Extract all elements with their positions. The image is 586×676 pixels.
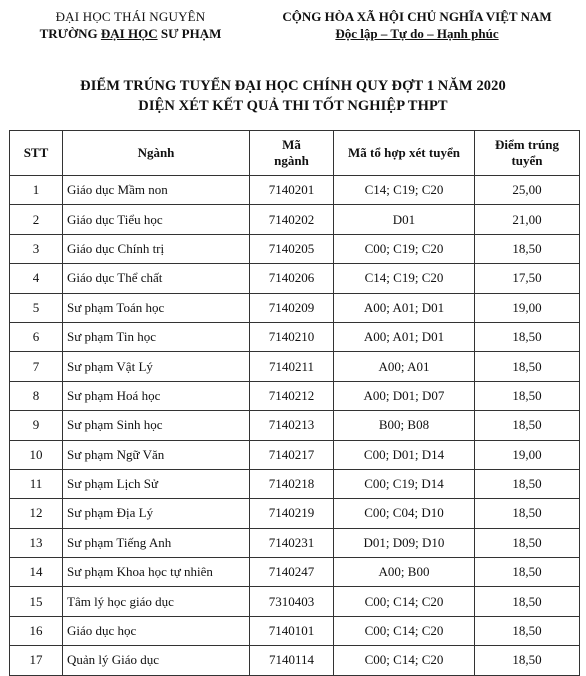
row-nganh: Sư phạm Lịch Sử [63, 469, 250, 498]
row-to-hop: A00; A01 [334, 352, 475, 381]
row-stt: 3 [10, 234, 63, 263]
school-name-part2: ĐẠI HỌC [100, 26, 158, 41]
row-nganh: Sư phạm Sinh học [63, 411, 250, 440]
table-row [10, 411, 580, 440]
header-diem-line1: Điểm trúng [495, 137, 559, 152]
row-diem: 19,00 [475, 440, 580, 469]
header-diem-line2: tuyển [511, 153, 543, 168]
table-row [10, 205, 580, 234]
row-nganh: Sư phạm Tiếng Anh [63, 528, 250, 557]
row-ma-nganh: 7140205 [250, 234, 334, 263]
table-row [10, 322, 580, 351]
header-nganh: Ngành [63, 131, 250, 176]
row-stt: 17 [10, 646, 63, 675]
row-diem: 18,50 [475, 469, 580, 498]
header-ma-nganh-line2: ngành [274, 153, 309, 168]
header-ma-nganh-line1: Mã [282, 137, 301, 152]
row-ma-nganh: 7140219 [250, 499, 334, 528]
row-nganh: Tâm lý học giáo dục [63, 587, 250, 616]
row-to-hop: B00; B08 [334, 411, 475, 440]
row-diem: 25,00 [475, 176, 580, 205]
table-row [10, 440, 580, 469]
national-header [258, 8, 576, 42]
row-nganh: Sư phạm Hoá học [63, 381, 250, 410]
header-to-hop: Mã tổ hợp xét tuyển [334, 131, 475, 176]
row-stt: 6 [10, 322, 63, 351]
row-nganh: Giáo dục Mầm non [63, 176, 250, 205]
row-to-hop: C00; C19; D14 [334, 469, 475, 498]
row-stt: 11 [10, 469, 63, 498]
row-ma-nganh: 7140202 [250, 205, 334, 234]
table-row [10, 616, 580, 645]
title-line-2: DIỆN XÉT KẾT QUẢ THI TỐT NGHIỆP THPT [138, 98, 448, 114]
admission-scores-table [9, 130, 580, 676]
row-stt: 8 [10, 381, 63, 410]
title-line-1: ĐIỂM TRÚNG TUYỂN ĐẠI HỌC CHÍNH QUY ĐỢT 1 NĂM 2020 [80, 78, 506, 94]
table-row [10, 176, 580, 205]
table-row [10, 293, 580, 322]
table-row [10, 587, 580, 616]
row-ma-nganh: 7140231 [250, 528, 334, 557]
row-stt: 13 [10, 528, 63, 557]
row-diem: 18,50 [475, 587, 580, 616]
table-header [10, 131, 580, 176]
row-ma-nganh: 7140217 [250, 440, 334, 469]
row-to-hop: C14; C19; C20 [334, 264, 475, 293]
row-stt: 16 [10, 616, 63, 645]
row-to-hop: D01; D09; D10 [334, 528, 475, 557]
table-row [10, 558, 580, 587]
row-stt: 4 [10, 264, 63, 293]
school-name [8, 25, 253, 42]
row-nganh: Sư phạm Ngữ Văn [63, 440, 250, 469]
row-stt: 12 [10, 499, 63, 528]
country-name: CỘNG HÒA XÃ HỘI CHỦ NGHĨA VIỆT NAM [282, 9, 552, 24]
header-diem [475, 131, 580, 176]
header-row [10, 131, 580, 176]
document-title [0, 76, 586, 116]
school-name-part1: TRƯỜNG [39, 26, 101, 41]
row-nganh: Quản lý Giáo dục [63, 646, 250, 675]
row-ma-nganh: 7140206 [250, 264, 334, 293]
table-row [10, 646, 580, 675]
row-ma-nganh: 7310403 [250, 587, 334, 616]
row-diem: 19,00 [475, 293, 580, 322]
table-row [10, 381, 580, 410]
row-ma-nganh: 7140101 [250, 616, 334, 645]
institution-header [8, 8, 253, 42]
row-diem: 21,00 [475, 205, 580, 234]
row-ma-nganh: 7140213 [250, 411, 334, 440]
header-ma-nganh [250, 131, 334, 176]
row-diem: 18,50 [475, 646, 580, 675]
row-diem: 17,50 [475, 264, 580, 293]
row-diem: 18,50 [475, 381, 580, 410]
row-ma-nganh: 7140212 [250, 381, 334, 410]
row-stt: 7 [10, 352, 63, 381]
row-stt: 10 [10, 440, 63, 469]
row-to-hop: C00; C04; D10 [334, 499, 475, 528]
table-body [10, 176, 580, 676]
row-diem: 18,50 [475, 322, 580, 351]
table-row [10, 499, 580, 528]
school-name-part3: SƯ PHẠM [157, 26, 222, 41]
row-nganh: Sư phạm Vật Lý [63, 352, 250, 381]
table-row [10, 264, 580, 293]
row-diem: 18,50 [475, 411, 580, 440]
row-ma-nganh: 7140209 [250, 293, 334, 322]
row-stt: 2 [10, 205, 63, 234]
row-stt: 1 [10, 176, 63, 205]
row-diem: 18,50 [475, 616, 580, 645]
table-row [10, 469, 580, 498]
row-stt: 15 [10, 587, 63, 616]
row-nganh: Giáo dục Tiểu học [63, 205, 250, 234]
row-to-hop: A00; A01; D01 [334, 322, 475, 351]
row-to-hop: C00; C19; C20 [334, 234, 475, 263]
row-to-hop: A00; A01; D01 [334, 293, 475, 322]
row-to-hop: C00; C14; C20 [334, 646, 475, 675]
row-diem: 18,50 [475, 558, 580, 587]
row-stt: 9 [10, 411, 63, 440]
row-to-hop: C00; D01; D14 [334, 440, 475, 469]
row-to-hop: C14; C19; C20 [334, 176, 475, 205]
row-stt: 14 [10, 558, 63, 587]
row-nganh: Sư phạm Tin học [63, 322, 250, 351]
row-to-hop: A00; B00 [334, 558, 475, 587]
row-diem: 18,50 [475, 234, 580, 263]
row-ma-nganh: 7140247 [250, 558, 334, 587]
row-to-hop: C00; C14; C20 [334, 616, 475, 645]
table-row [10, 352, 580, 381]
row-ma-nganh: 7140218 [250, 469, 334, 498]
row-nganh: Sư phạm Toán học [63, 293, 250, 322]
row-ma-nganh: 7140211 [250, 352, 334, 381]
row-nganh: Sư phạm Khoa học tự nhiên [63, 558, 250, 587]
table-row [10, 234, 580, 263]
row-to-hop: A00; D01; D07 [334, 381, 475, 410]
row-diem: 18,50 [475, 352, 580, 381]
row-nganh: Giáo dục học [63, 616, 250, 645]
row-ma-nganh: 7140210 [250, 322, 334, 351]
university-name: ĐẠI HỌC THÁI NGUYÊN [55, 9, 206, 24]
row-diem: 18,50 [475, 528, 580, 557]
row-nganh: Giáo dục Chính trị [63, 234, 250, 263]
table-row [10, 528, 580, 557]
header-stt: STT [10, 131, 63, 176]
row-diem: 18,50 [475, 499, 580, 528]
row-nganh: Giáo dục Thể chất [63, 264, 250, 293]
row-nganh: Sư phạm Địa Lý [63, 499, 250, 528]
row-ma-nganh: 7140114 [250, 646, 334, 675]
row-to-hop: C00; C14; C20 [334, 587, 475, 616]
row-to-hop: D01 [334, 205, 475, 234]
row-ma-nganh: 7140201 [250, 176, 334, 205]
national-motto: Độc lập – Tự do – Hạnh phúc [335, 26, 499, 41]
row-stt: 5 [10, 293, 63, 322]
